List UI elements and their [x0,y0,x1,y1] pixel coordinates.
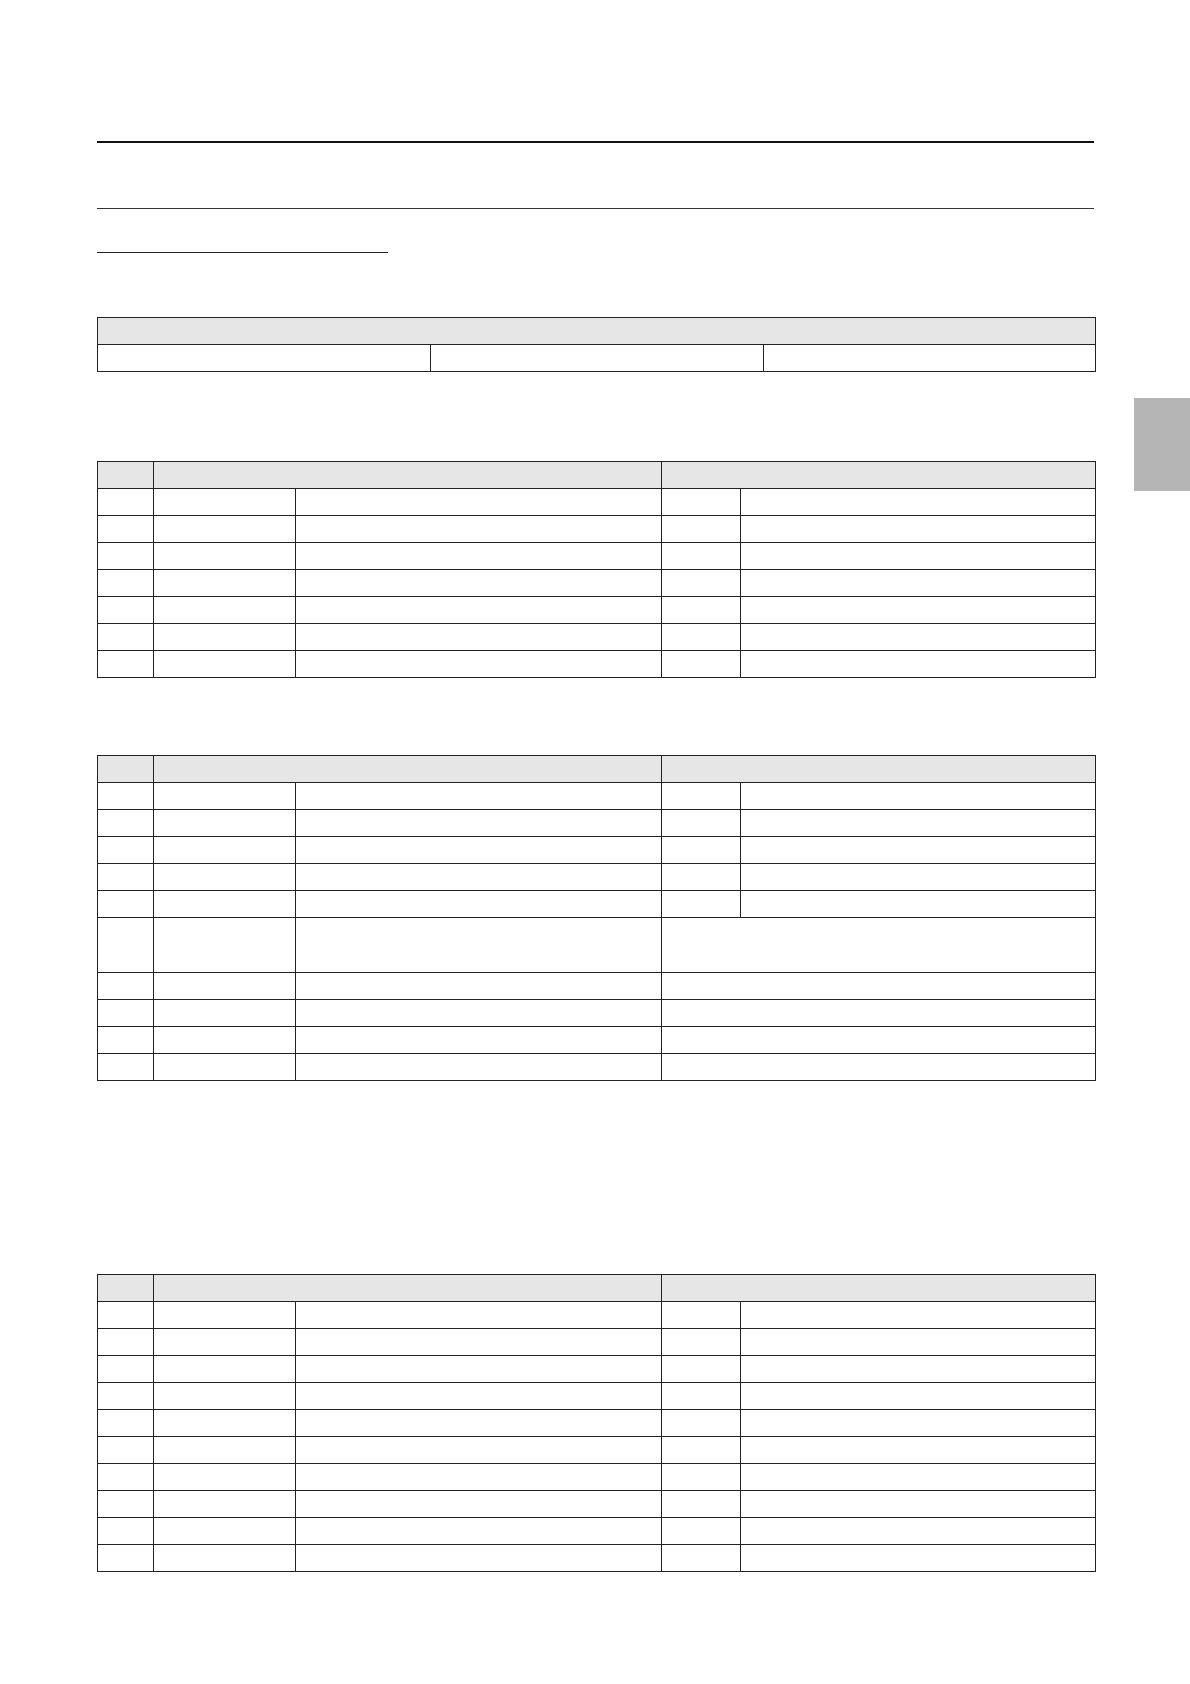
value-code [662,597,741,624]
value-description [741,597,1096,624]
item-code [154,1329,296,1356]
table-row [98,543,1096,570]
row-number [98,1302,154,1329]
table-row [98,1437,1096,1464]
value-description [662,973,1096,1000]
row-number [98,1383,154,1410]
item-description [296,570,662,597]
value-description [741,891,1096,918]
value-code [662,1437,741,1464]
row-number [98,489,154,516]
row-number [98,1027,154,1054]
table-row [98,1410,1096,1437]
row-number [98,1410,154,1437]
item-description [296,516,662,543]
value-code [662,837,741,864]
value-description [662,1054,1096,1081]
row-number [98,1437,154,1464]
table-row [98,1329,1096,1356]
value-code [662,1329,741,1356]
value-description [741,624,1096,651]
item-description [296,1518,662,1545]
summary-cell [98,345,431,372]
item-code [154,1545,296,1572]
item-description [296,810,662,837]
table-row [98,1027,1096,1054]
item-code [154,570,296,597]
value-description [662,918,1096,973]
item-description [296,1383,662,1410]
header-group-right [662,1275,1096,1302]
item-code [154,1356,296,1383]
item-description [296,783,662,810]
value-description [741,837,1096,864]
value-code [662,810,741,837]
table-row [98,1545,1096,1572]
value-description [741,1545,1096,1572]
item-description [296,837,662,864]
table-row [98,516,1096,543]
table-row [98,1464,1096,1491]
spec-table-c [97,1274,1096,1572]
row-number [98,1054,154,1081]
row-number [98,810,154,837]
spec-table-b [97,755,1096,1081]
table-row [98,1491,1096,1518]
table-row [98,918,1096,973]
header-group-right [662,756,1096,783]
value-description [741,783,1096,810]
table-row [98,837,1096,864]
item-code [154,918,296,973]
value-code [662,1464,741,1491]
row-number [98,1491,154,1518]
row-number [98,1464,154,1491]
item-code [154,1383,296,1410]
item-code [154,837,296,864]
value-description [741,1356,1096,1383]
item-code [154,624,296,651]
item-code [154,1491,296,1518]
row-number [98,1356,154,1383]
value-code [662,1518,741,1545]
row-number [98,1518,154,1545]
item-code [154,489,296,516]
spec-table-a [97,461,1096,678]
value-code [662,624,741,651]
row-number [98,1545,154,1572]
item-code [154,1518,296,1545]
row-number [98,651,154,678]
table-row [98,783,1096,810]
table-row [98,973,1096,1000]
section-underline [97,252,388,253]
table-row [98,1054,1096,1081]
item-description [296,651,662,678]
item-code [154,1410,296,1437]
table-row [98,624,1096,651]
value-description [741,864,1096,891]
value-description [741,1383,1096,1410]
value-code [662,570,741,597]
item-description [296,1027,662,1054]
item-description [296,973,662,1000]
value-code [662,864,741,891]
item-description [296,543,662,570]
row-number [98,543,154,570]
value-code [662,1545,741,1572]
value-code [662,1410,741,1437]
value-code [662,783,741,810]
value-description [741,651,1096,678]
table-row [98,1518,1096,1545]
item-code [154,891,296,918]
item-code [154,543,296,570]
value-description [741,1491,1096,1518]
item-code [154,1000,296,1027]
summary-cell [431,345,764,372]
table-row [98,1302,1096,1329]
item-code [154,516,296,543]
table-row [98,570,1096,597]
item-description [296,1437,662,1464]
item-code [154,864,296,891]
table-row [98,1383,1096,1410]
item-description [296,1356,662,1383]
item-code [154,1054,296,1081]
value-code [662,1491,741,1518]
item-code [154,1437,296,1464]
summary-cell [764,345,1096,372]
summary-table [97,317,1096,372]
chapter-tab [1134,398,1190,491]
item-description [296,1410,662,1437]
item-description [296,489,662,516]
value-code [662,1356,741,1383]
item-description [296,1464,662,1491]
table-row [98,1000,1096,1027]
item-description [296,624,662,651]
table-row [98,864,1096,891]
item-description [296,597,662,624]
value-description [741,543,1096,570]
row-number [98,837,154,864]
row-number [98,891,154,918]
item-description [296,1054,662,1081]
item-code [154,1302,296,1329]
header-no [98,756,154,783]
row-number [98,570,154,597]
item-code [154,1464,296,1491]
item-description [296,1329,662,1356]
table-row [98,891,1096,918]
item-description [296,1302,662,1329]
value-description [741,1410,1096,1437]
value-description [741,810,1096,837]
value-description [741,570,1096,597]
value-description [741,1464,1096,1491]
item-code [154,651,296,678]
value-description [741,1437,1096,1464]
item-description [296,918,662,973]
item-code [154,1027,296,1054]
header-group-left [154,1275,662,1302]
table-row [98,810,1096,837]
item-code [154,783,296,810]
header-no [98,462,154,489]
header-rule [97,208,1094,209]
header-group-left [154,756,662,783]
table-row [98,597,1096,624]
value-description [741,1302,1096,1329]
row-number [98,1000,154,1027]
row-number [98,516,154,543]
row-number [98,918,154,973]
row-number [98,597,154,624]
table-row [98,489,1096,516]
item-description [296,864,662,891]
item-description [296,1000,662,1027]
top-rule [97,141,1094,143]
item-description [296,1491,662,1518]
item-code [154,810,296,837]
value-code [662,516,741,543]
value-description [662,1000,1096,1027]
row-number [98,624,154,651]
item-code [154,597,296,624]
table-row [98,1356,1096,1383]
table-row [98,651,1096,678]
value-description [741,1518,1096,1545]
value-code [662,489,741,516]
header-no [98,1275,154,1302]
value-code [662,543,741,570]
value-code [662,1302,741,1329]
item-description [296,1545,662,1572]
row-number [98,783,154,810]
item-description [296,891,662,918]
row-number [98,1329,154,1356]
header-group-left [154,462,662,489]
item-code [154,973,296,1000]
summary-header [98,318,1096,345]
value-description [741,489,1096,516]
value-code [662,651,741,678]
header-group-right [662,462,1096,489]
value-code [662,891,741,918]
value-description [741,1329,1096,1356]
row-number [98,864,154,891]
value-description [741,516,1096,543]
value-code [662,1383,741,1410]
row-number [98,973,154,1000]
value-description [662,1027,1096,1054]
